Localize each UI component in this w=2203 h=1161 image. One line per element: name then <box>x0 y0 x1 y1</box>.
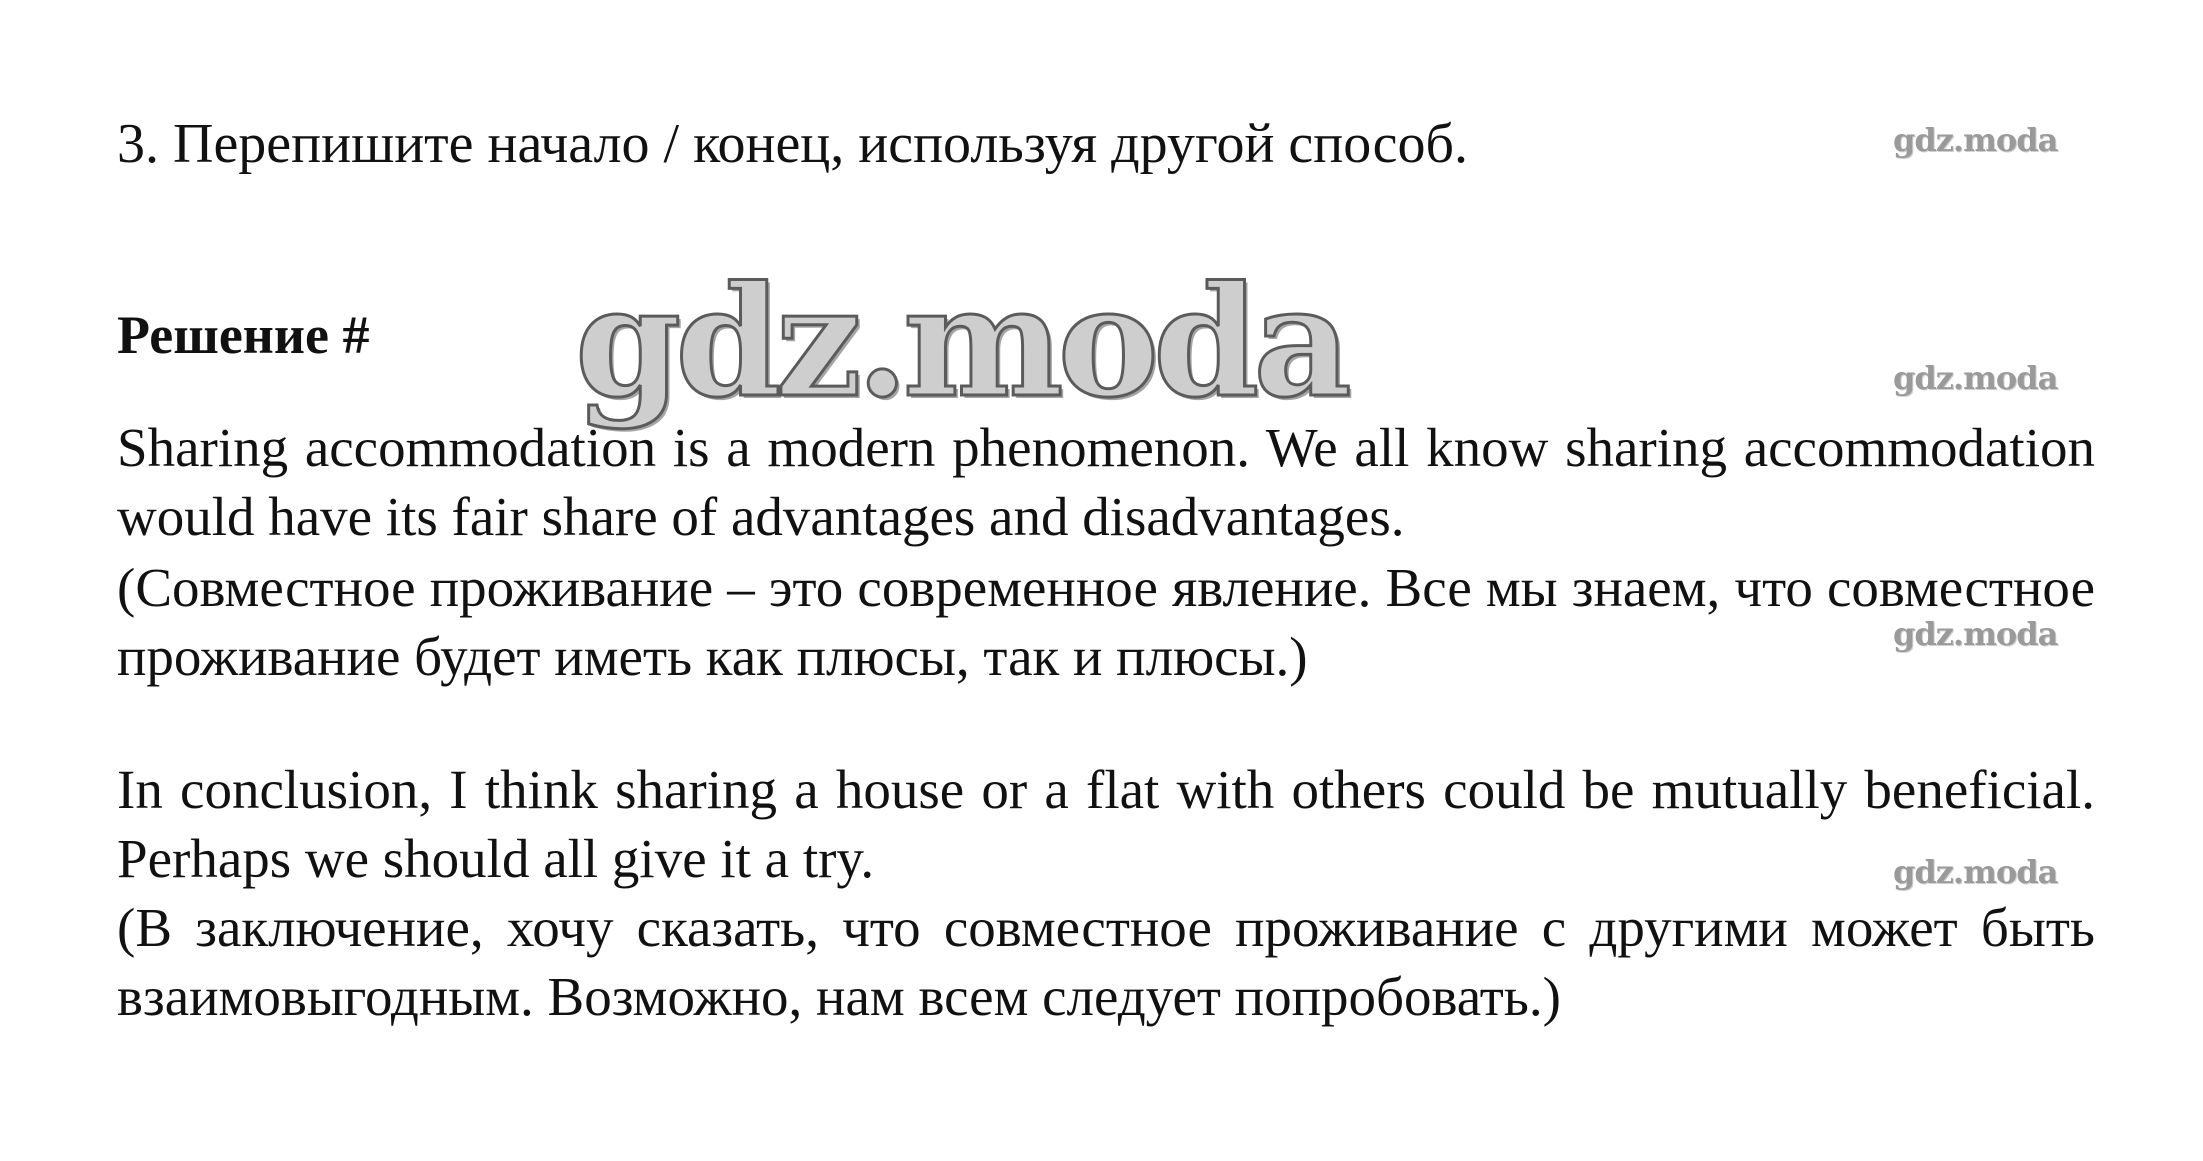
solution-heading: Решение # <box>117 305 370 365</box>
watermark-logo-small: gdz.moda <box>1893 853 2058 891</box>
watermark-logo-small: gdz.moda <box>1893 615 2058 653</box>
watermark-logo-large: gdz.moda <box>575 252 1346 431</box>
russian-conclusion-translation: (В заключение, хочу сказать, что совместное проживание с другими может быть взаимовыгодным. Возможно, нам всем следует попробовать.) <box>117 897 2095 1027</box>
russian-intro-translation: (Совместное проживание – это современное явление. Все мы знаем, что совместное проживание будет иметь как плюсы, так и плюсы.) <box>117 557 2095 687</box>
watermark-logo-small: gdz.moda <box>1893 121 2058 159</box>
english-conclusion-paragraph: In conclusion, I think sharing a house or a flat with others could be mutually beneficial. Perhaps we should all give it a try. <box>117 759 2095 889</box>
task-instruction: 3. Перепишите начало / конец, используя другой способ. <box>117 113 1468 175</box>
watermark-logo-small: gdz.moda <box>1893 359 2058 397</box>
english-intro-paragraph: Sharing accommodation is a modern phenomenon. We all know sharing accommodation would have its fair share of advantages and disadvantages. <box>117 417 2095 547</box>
